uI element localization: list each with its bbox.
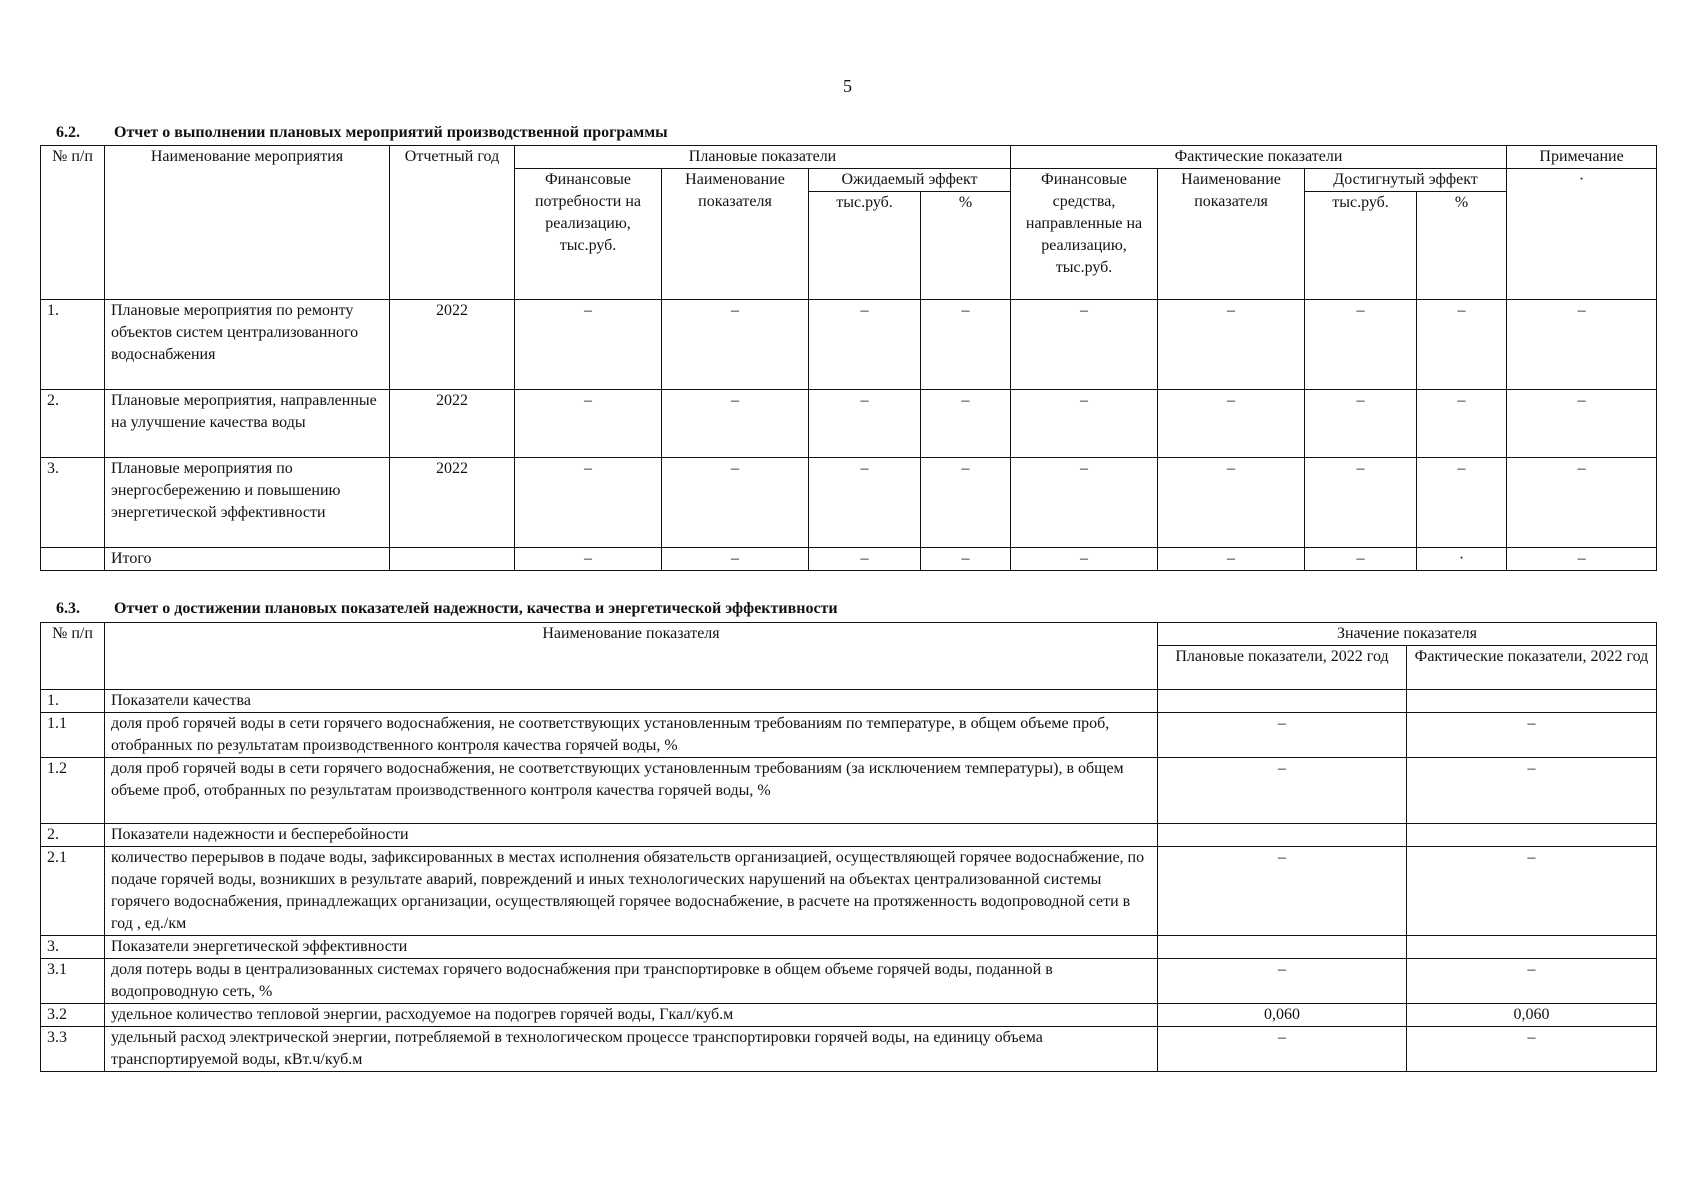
row-fact-value	[1407, 690, 1657, 713]
cell: ·	[1417, 548, 1507, 571]
table-row	[41, 458, 1657, 548]
table-row	[41, 1027, 1657, 1072]
row-year: 2022	[390, 300, 515, 390]
table-row	[41, 824, 1657, 847]
cell: –	[1507, 390, 1657, 458]
cell: –	[1507, 458, 1657, 548]
cell: –	[921, 458, 1011, 548]
cell: –	[1507, 548, 1657, 571]
table-row	[41, 713, 1657, 758]
cell: –	[662, 300, 809, 390]
row-indicator-name: доля проб горячей воды в сети горячего водоснабжения, не соответствующих установленным требованиям (за исключением температуры), в общем объеме проб, отобранных по результатам производственного контроля качества горячей воды, %	[105, 758, 1158, 824]
table-row	[41, 690, 1657, 713]
cell: –	[1158, 390, 1305, 458]
cell: –	[1305, 390, 1417, 458]
cell: –	[1305, 300, 1417, 390]
cell: –	[515, 458, 662, 548]
cell: –	[515, 300, 662, 390]
row-activity-name: Плановые мероприятия по ремонту объектов систем централизованного водоснабжения	[105, 300, 390, 390]
row-fact-value: 0,060	[1407, 1004, 1657, 1027]
row-num: 2.1	[41, 847, 105, 936]
row-plan-value: –	[1158, 959, 1407, 1004]
cell: –	[1158, 548, 1305, 571]
reliability-indicators-table	[40, 622, 1657, 1072]
header-plan-financial-needs: Финансовые потребности на реализацию, тыс.руб.	[515, 169, 662, 300]
row-indicator-name: удельное количество тепловой энергии, расходуемое на подогрев горячей воды, Гкал/куб.м	[105, 1004, 1158, 1027]
row-num: 3.1	[41, 959, 105, 1004]
header-plan-thousand-rub: тыс.руб.	[809, 192, 921, 300]
header-achieved-effect: Достигнутый эффект	[1305, 169, 1507, 192]
row-indicator-name: количество перерывов в подаче воды, зафиксированных в местах исполнения обязательств организацией, осуществляющей горячее водоснабжение, по подаче горячей воды, возникших в результате аварий, повреждений и иных технологических нарушений на объектах централизованной системы горячего водоснабжения, принадлежащих организации, осуществляющей горячее водоснабжение, в расчете на протяженность водопроводной сети в год , ед./км	[105, 847, 1158, 936]
row-num: 1.	[41, 300, 105, 390]
header-actual-indicators: Фактические показатели	[1011, 146, 1507, 169]
header-expected-effect: Ожидаемый эффект	[809, 169, 1011, 192]
header-fact-percent: %	[1417, 192, 1507, 300]
row-num: 3.2	[41, 1004, 105, 1027]
row-fact-value: –	[1407, 847, 1657, 936]
cell: –	[1305, 548, 1417, 571]
cell: –	[1305, 458, 1417, 548]
row-num: 1.2	[41, 758, 105, 824]
total-year	[390, 548, 515, 571]
row-indicator-name: доля потерь воды в централизованных системах горячего водоснабжения при транспортировке в общем объеме горячей воды, поданной в водопроводную сеть, %	[105, 959, 1158, 1004]
cell: –	[662, 548, 809, 571]
section-number: 6.3.	[56, 600, 80, 617]
cell: –	[515, 548, 662, 571]
total-num	[41, 548, 105, 571]
header-plan-indicator-name: Наименование показателя	[662, 169, 809, 300]
row-fact-value	[1407, 824, 1657, 847]
total-label: Итого	[105, 548, 390, 571]
header-fact-financial-means: Финансовые средства, направленные на реализацию, тыс.руб.	[1011, 169, 1158, 300]
cell: –	[1417, 390, 1507, 458]
row-fact-value: –	[1407, 959, 1657, 1004]
row-year: 2022	[390, 458, 515, 548]
row-num: 1.1	[41, 713, 105, 758]
row-plan-value	[1158, 936, 1407, 959]
table-row	[41, 936, 1657, 959]
cell: –	[1011, 548, 1158, 571]
cell: –	[1011, 390, 1158, 458]
cell: –	[1417, 458, 1507, 548]
page-number: 5	[843, 76, 852, 96]
row-indicator-name: Показатели энергетической эффективности	[105, 936, 1158, 959]
cell: –	[921, 548, 1011, 571]
header-indicator-value: Значение показателя	[1158, 623, 1657, 646]
section-number: 6.2.	[56, 124, 80, 141]
row-num: 3.	[41, 936, 105, 959]
row-fact-value: –	[1407, 1027, 1657, 1072]
row-activity-name: Плановые мероприятия по энергосбережению и повышению энергетической эффективности	[105, 458, 390, 548]
row-indicator-name: доля проб горячей воды в сети горячего водоснабжения, не соответствующих установленным требованиям по температуре, в общем объеме проб, отобранных по результатам производственного контроля качества горячей воды, %	[105, 713, 1158, 758]
row-num: 3.3	[41, 1027, 105, 1072]
header-report-year: Отчетный год	[390, 146, 515, 300]
row-plan-value: –	[1158, 758, 1407, 824]
cell: –	[1158, 458, 1305, 548]
table-row	[41, 758, 1657, 824]
header-plan-2022: Плановые показатели, 2022 год	[1158, 646, 1407, 690]
row-num: 3.	[41, 458, 105, 548]
row-plan-value: –	[1158, 1027, 1407, 1072]
planned-activities-table	[40, 145, 1657, 571]
table-row	[41, 300, 1657, 390]
row-fact-value: –	[1407, 713, 1657, 758]
section-title-text: Отчет о достижении плановых показателей надежности, качества и энергетической эффективности	[114, 600, 838, 617]
row-plan-value	[1158, 690, 1407, 713]
header-num: № п/п	[41, 146, 105, 300]
row-num: 2.	[41, 824, 105, 847]
cell: –	[1417, 300, 1507, 390]
header-activity-name: Наименование мероприятия	[105, 146, 390, 300]
cell: –	[1507, 300, 1657, 390]
section-title-6-2	[56, 124, 668, 142]
cell: –	[662, 390, 809, 458]
cell: –	[662, 458, 809, 548]
row-indicator-name: Показатели качества	[105, 690, 1158, 713]
total-row	[41, 548, 1657, 571]
cell: –	[515, 390, 662, 458]
row-num: 2.	[41, 390, 105, 458]
row-plan-value: –	[1158, 713, 1407, 758]
header-indicator-name: Наименование показателя	[105, 623, 1158, 690]
row-plan-value: 0,060	[1158, 1004, 1407, 1027]
row-fact-value	[1407, 936, 1657, 959]
header-fact-indicator-name: Наименование показателя	[1158, 169, 1305, 300]
cell: –	[1158, 300, 1305, 390]
cell: –	[921, 390, 1011, 458]
header-num: № п/п	[41, 623, 105, 690]
table-row	[41, 1004, 1657, 1027]
cell: –	[1011, 458, 1158, 548]
row-plan-value	[1158, 824, 1407, 847]
header-fact-2022: Фактические показатели, 2022 год	[1407, 646, 1657, 690]
section-title-text: Отчет о выполнении плановых мероприятий производственной программы	[114, 124, 668, 141]
section-title-6-3	[56, 600, 838, 618]
row-activity-name: Плановые мероприятия, направленные на улучшение качества воды	[105, 390, 390, 458]
cell: –	[1011, 300, 1158, 390]
row-num: 1.	[41, 690, 105, 713]
header-plan-percent: %	[921, 192, 1011, 300]
row-indicator-name: удельный расход электрической энергии, потребляемой в технологическом процессе транспортировки горячей воды, на единицу объема транспортируемой воды, кВт.ч/куб.м	[105, 1027, 1158, 1072]
cell: –	[809, 548, 921, 571]
cell: –	[809, 458, 921, 548]
header-note-mark: ·	[1507, 169, 1657, 300]
row-fact-value: –	[1407, 758, 1657, 824]
header-note: Примечание	[1507, 146, 1657, 169]
header-planned-indicators: Плановые показатели	[515, 146, 1011, 169]
cell: –	[809, 390, 921, 458]
table-row	[41, 847, 1657, 936]
header-fact-thousand-rub: тыс.руб.	[1305, 192, 1417, 300]
table-row	[41, 390, 1657, 458]
row-indicator-name: Показатели надежности и бесперебойности	[105, 824, 1158, 847]
table-row	[41, 959, 1657, 1004]
cell: –	[921, 300, 1011, 390]
row-plan-value: –	[1158, 847, 1407, 936]
row-year: 2022	[390, 390, 515, 458]
cell: –	[809, 300, 921, 390]
